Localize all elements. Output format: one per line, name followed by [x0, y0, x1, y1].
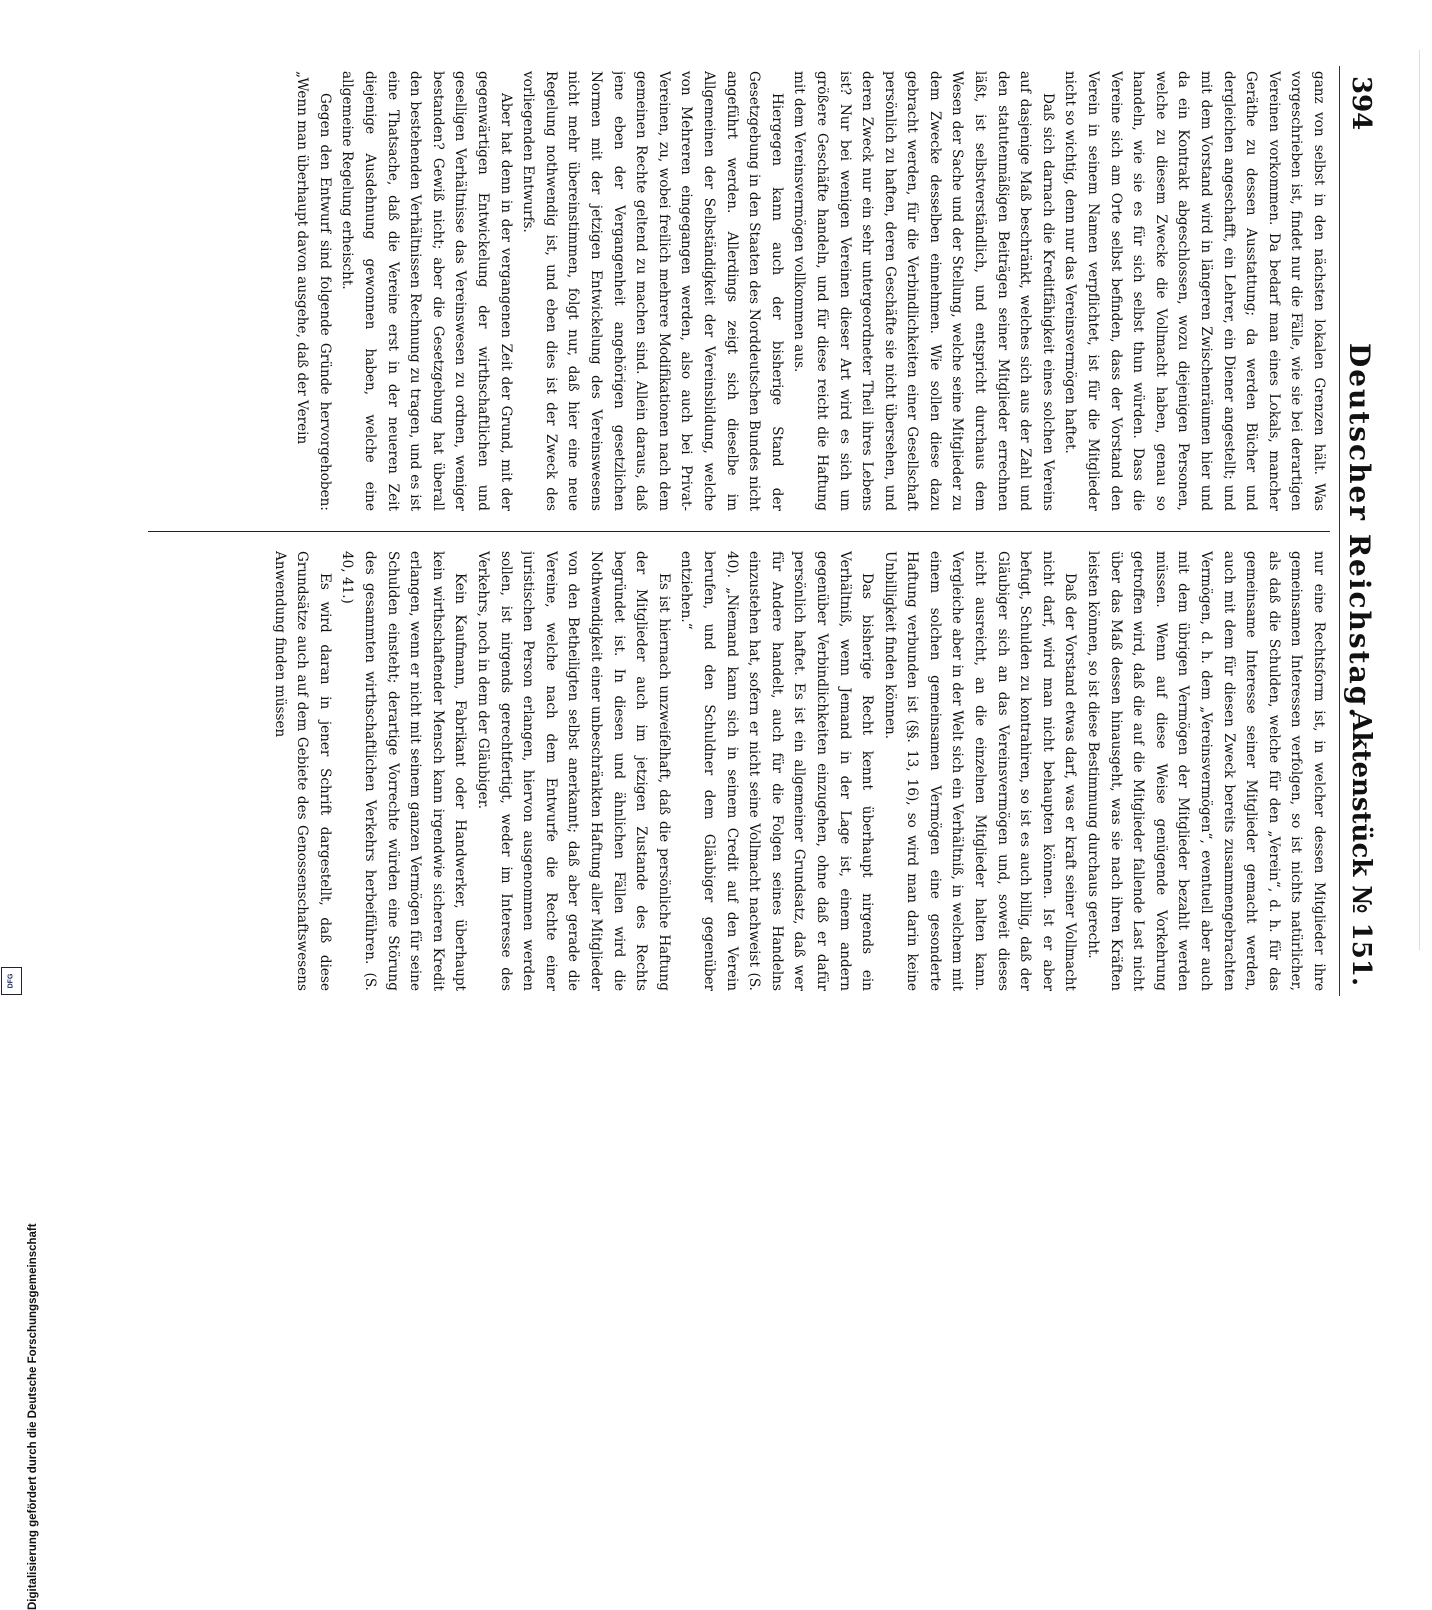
paragraph: Kein Kaufmann, Fabrikant oder Handwerker, überhaupt kein wirthschaftender Mensch kann irgendwie sicheren Kredit erlangen, wenn er nicht mit seinem ganzen Vermögen für seine Schulden einsteht; derartige Vorrechte würden eine Störung des gesammten wirthschaftlichen Verkehrs herbeiführen. (S. 40, 41.) [339, 551, 469, 991]
paragraph: Hiergegen kann auch der bisherige Stand der Gesetzgebung in den Staaten des Norddeutschen Bundes nicht angeführt werden. Allerdings zeigt sich dieselbe im Allgemeinen der Selbständigkeit der Vereinsbildung, welche von Mehreren eingegangen werden, also auch bei Privat-Vereinen, zu, wobei freilich mehrere Modifikationen nach dem gemeinen Rechte geltend zu machen sind. Allein daraus, daß jene eben der Vergangenheit angehörigen gesetzlichen Normen mit der jetzigen Entwickelung des Vereinswesens nicht mehr übereinstimmen, folgt nur, daß hier eine neue Regelung nothwendig ist, und eben dies ist der Zweck des vorliegenden Entwurfs. [520, 71, 785, 511]
dfg-logo-text: DFG [7, 973, 15, 989]
paragraph: Das bisherige Recht kennt überhaupt nirgends ein Verhältniß, wenn Jemand in der Lage ist, einem andern gegenüber Verbindlichkeiten einzugehen, ohne daß er dafür persönlich haftet. Es ist ein allgemeiner Grundsatz, daß wer für Andere handelt, auch für die Folgen seines Handelns einzustehen hat, sofern er nicht seine Vollmacht nachweist (S. 40). „Niemand kann sich in seinem Credit auf den Verein berufen, und den Schuldner dem Gläubiger gegenüber entziehen.“ [678, 551, 876, 991]
supplement-number: Aktenstück № 151. [1346, 711, 1376, 986]
scan-edge [1419, 50, 1428, 950]
paragraph: nur eine Rechtsform ist, in welcher dessen Mitglieder ihre gemeinsamen Interessen verfolgen, so ist nichts natürlicher, als daß die Schulden, welche für den „Verein“, d. h. für das gemeinsame Interesse seiner Mitglieder gemacht werden, auch mit dem für diesen Zweck bereits zusammengebrachten Vermögen, d. h. dem „Vereinsvermögen“, eventuell aber auch mit dem übrigen Vermögen der Mitglieder bezahlt werden müssen. Wenn auf diese Weise genügende Vorkehrung getroffen wird, daß die auf die Mitglieder fallende Last nicht über das Maß dessen hinausgeht, was sie nach ihren Kräften leisten können, so ist diese Bestimmung durchaus gerecht. [1085, 551, 1327, 991]
paragraph: ganz von selbst in den nächsten lokalen Grenzen hält. Was vorgeschrieben ist, findet nur die Fälle, wie sie bei derartigen Vereinen vorkommen. Da bedarf man eines Lokals, mancher Geräthe zu dessen Ausstattung; da werden Bücher und dergleichen angeschafft, ein Lehrer, ein Diener angestellt; und mit dem Vorstand wird in längeren Zwischenräumen hier und da ein Kontrakt abgeschlossen, wozu diejenigen Personen, welche zu diesem Zwecke die Vollmacht haben, genau so handeln, wie sie es für sich selbst thun würden. Dass die Vereine sich am Orte selbst befinden, dass der Vorstand den Verein in seinem Namen verpflichtet, ist für die Mitglieder nicht so wichtig, denn nur das Vereinsvermögen haftet. [1062, 71, 1327, 511]
digitization-credit: Digitalisierung gefördert durch die Deutsche Forschungsgemeinschaft [27, 1223, 39, 1610]
text-column-left [128, 71, 1330, 511]
paragraph: Aber hat denn in der vergangenen Zeit der Grund, mit der gegenwärtigen Entwickelung der wirthschaftlichen und geselligen Verhältnisse das Vereinswesen zu ordnen, weniger bestanden? Gewiß nicht; aber die Gesetzgebung hat überall den bestehenden Verhältnissen Rechnung zu tragen, und es ist eine Thatsache, daß die Vereine erst in der neueren Zeit diejenige Ausdehnung gewonnen haben, welche eine allgemeine Regelung erheischt. [339, 71, 514, 511]
scanned-page [108, 46, 1388, 1016]
paragraph: Daß der Vorstand etwas darf, was er kraft seiner Vollmacht nicht darf, wird man nicht behaupten können. Ist er aber befugt, Schulden zu kontrahiren, so ist es auch billig, daß der Gläubiger sich an das Vereinsvermögen und, soweit dieses nicht ausreicht, an die einzelnen Mitglieder halten kann. Vergleiche aber in der Welt sich ein Verhältniß, in welchem mit einem solchen gemeinsamen Vermögen eine gesonderte Haftung verbunden ist (§§. 13, 16), so wird man darin keine Unbilligkeit finden können. [881, 551, 1079, 991]
text-column-right [128, 551, 1330, 991]
paragraph: Es ist hiernach unzweifelhaft, daß die persönliche Haftung der Mitglieder auch im jetzigen Zustande des Rechts begründet ist. In diesen und ähnlichen Fällen wird die Nothwendigkeit einer unbeschränkten Haftung aller Mitglieder von den Betheiligten selbst anerkannt; daß aber gerade die Vereine, welche nach dem Entwurfe die Rechte einer juristischen Person erlangen, hiervon ausgenommen werden sollen, ist nirgends gerechtfertigt, weder im Interesse des Verkehrs, noch in dem der Gläubiger. [475, 551, 672, 991]
running-header [1339, 66, 1380, 996]
paragraph: Es wird daran in jener Schrift dargestellt, daß diese Grundsätze auch auf dem Gebiete des Genossenschaftswesens Anwendung finden müssen [271, 551, 333, 991]
page-number: 394 [1346, 76, 1376, 131]
paragraph: Daß sich darnach die Kreditfähigkeit eines solchen Vereins auf dasjenige Maß beschränkt, welches sich aus der Zahl und den statutenmäßigen Beiträgen seiner Mitglieder errechnen läßt, ist selbstverständlich, und entspricht durchaus dem Wesen der Sache und der Stellung, welche seine Mitglieder zu dem Zwecke desselben einnehmen. Wie sollen diese dazu gebracht werden, für die Verbindlichkeiten einer Gesellschaft persönlich zu haften, deren Geschäfte sie nicht übersehen, und deren Zweck nur ein sehr untergeordneter Theil ihres Lebens ist? Nur bei wenigen Vereinen dieser Art wird es sich um größere Geschäfte handeln, und für diese reicht die Haftung mit dem Vereinsvermögen vollkommen aus. [791, 71, 1056, 511]
dfg-logo [1, 967, 22, 995]
paper-title: Deutscher Reichstag. [1343, 342, 1376, 720]
paragraph: Gegen den Entwurf sind folgende Gründe hervorgehoben: „Wenn man überhaupt davon ausgehe, daß der Verein [294, 71, 333, 511]
column-divider [148, 531, 1330, 532]
